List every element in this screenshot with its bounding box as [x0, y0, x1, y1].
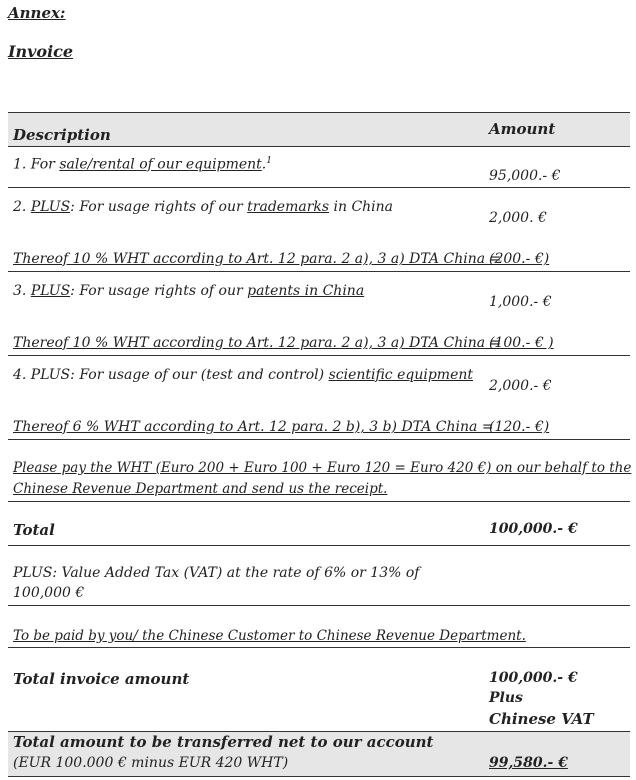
item-2-row	[8, 187, 630, 271]
transfer-row	[8, 731, 630, 777]
vat-line-2: 100,000 €	[13, 585, 85, 601]
total-invoice-amount: 100,000.- €	[489, 670, 578, 686]
item-1-amount: 95,000.- €	[489, 168, 561, 184]
amount-header: Amount	[489, 120, 556, 138]
wht-note-row	[8, 439, 630, 501]
item-4-wht: Thereof 6 % WHT according to Art. 12 para. 2 b), 3 b) DTA China =	[13, 419, 494, 435]
paid-by-row	[8, 605, 630, 647]
total-invoice-vat: Chinese VAT	[489, 710, 594, 728]
transfer-amount: 99,580.- €	[489, 755, 568, 771]
annex-heading: Annex:	[8, 4, 66, 22]
item-3-amount: 1,000.- €	[489, 294, 552, 310]
item-2-wht: Thereof 10 % WHT according to Art. 12 para. 2 a), 3 a) DTA China =	[13, 251, 502, 267]
total-invoice-plus: Plus	[489, 690, 523, 706]
item-3-wht: Thereof 10 % WHT according to Art. 12 para. 2 a), 3 a) DTA China =	[13, 335, 502, 351]
wht-note-line-1: Please pay the WHT (Euro 200 + Euro 100 + Euro 120 = Euro 420 €) on our behalf to the	[13, 460, 632, 476]
item-3-description: 3. PLUS: For usage rights of our patents in China	[13, 283, 365, 299]
total-amount: 100,000.- €	[489, 521, 578, 537]
description-header: Description	[13, 126, 111, 144]
total-row	[8, 501, 630, 545]
vat-row	[8, 545, 630, 605]
vat-line-1: PLUS: Value Added Tax (VAT) at the rate of 6% or 13% of	[13, 565, 420, 581]
total-invoice-label: Total invoice amount	[13, 670, 190, 688]
transfer-line-1: Total amount to be transferred net to our account	[13, 733, 434, 751]
wht-note-line-2: Chinese Revenue Department and send us the receipt.	[13, 481, 388, 497]
item-4-wht-amount: (120.- €)	[489, 419, 550, 435]
item-2-description: 2. PLUS: For usage rights of our trademarks in China	[13, 199, 394, 215]
paid-by-text: To be paid by you/ the Chinese Customer to Chinese Revenue Department.	[13, 628, 526, 644]
item-1-row	[8, 146, 630, 187]
item-4-amount: 2,000.- €	[489, 378, 552, 394]
total-label: Total	[13, 521, 55, 539]
item-4-description: 4. PLUS: For usage of our (test and control) scientific equipment	[13, 367, 474, 383]
table-header-row	[8, 112, 630, 146]
item-3-row	[8, 271, 630, 355]
total-invoice-row	[8, 647, 630, 731]
item-2-wht-amount: (200.- €)	[489, 251, 550, 267]
invoice-heading: Invoice	[8, 42, 74, 61]
item-4-row	[8, 355, 630, 439]
item-1-description: 1. For sale/rental of our equipment.$^1$	[13, 156, 272, 173]
item-3-wht-amount: (100.- € )	[489, 335, 554, 351]
transfer-line-2: (EUR 100.000 € minus EUR 420 WHT)	[13, 755, 289, 771]
item-2-amount: 2,000. €	[489, 210, 547, 226]
